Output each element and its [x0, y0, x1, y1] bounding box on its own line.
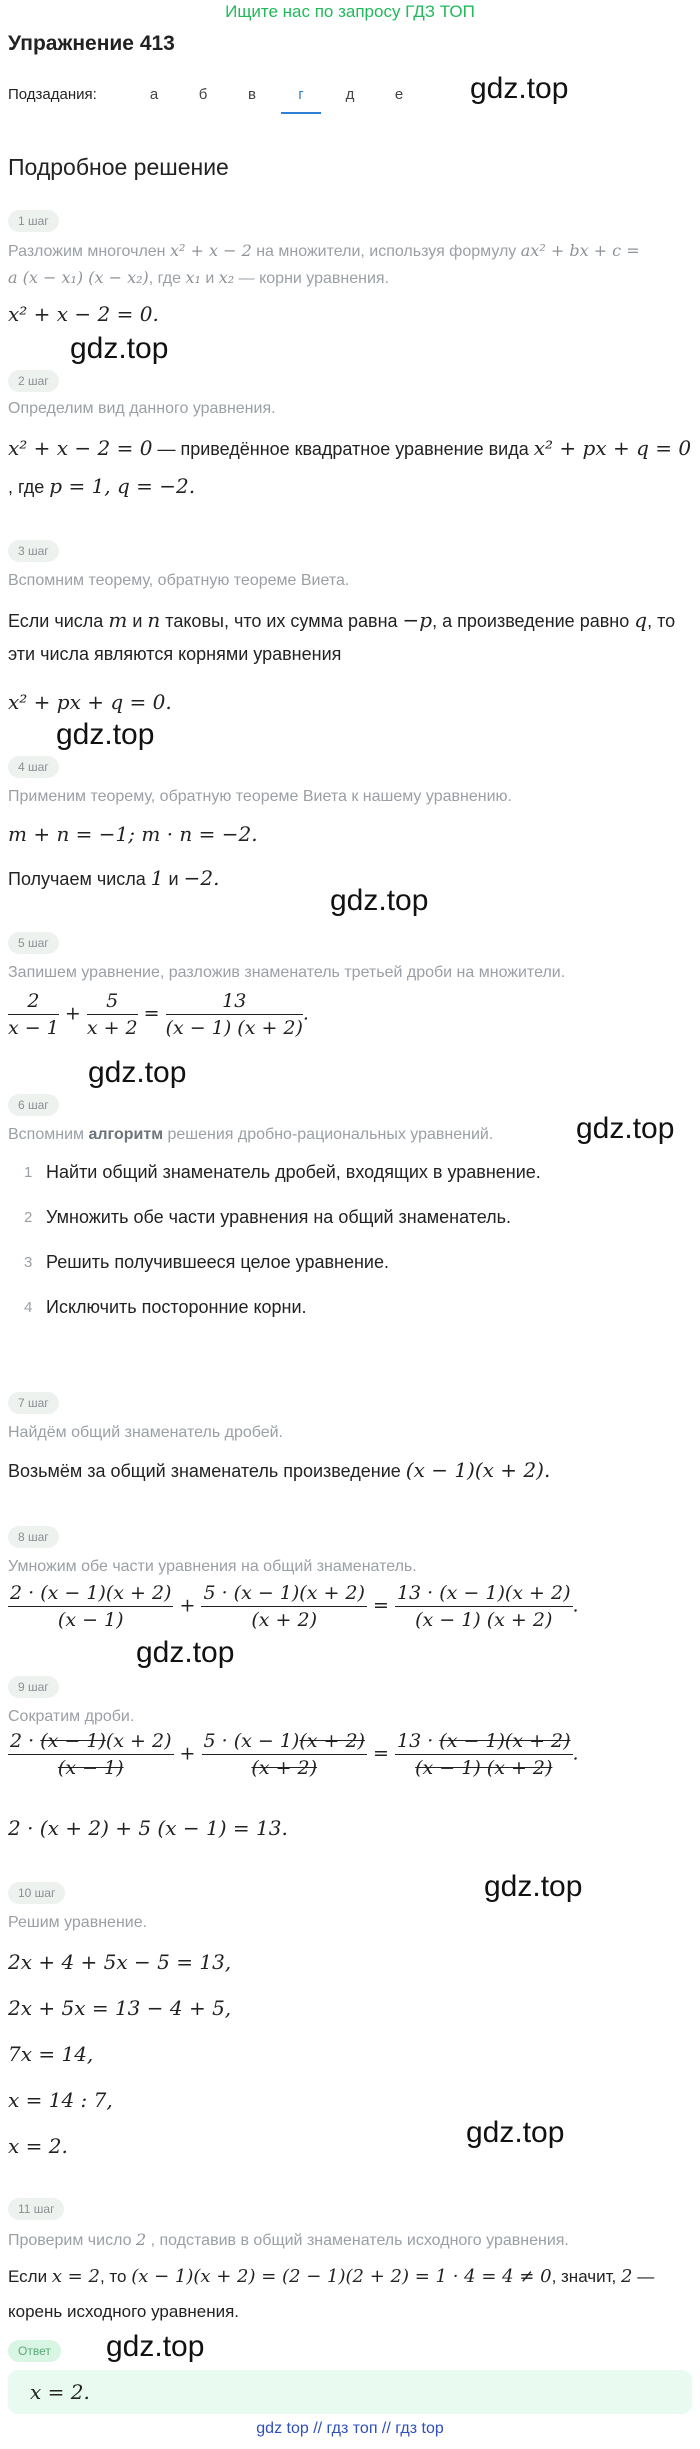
step-badge: 2 шаг	[8, 370, 59, 392]
step-badge: 8 шаг	[8, 1526, 59, 1548]
step-7-line: Возьмём за общий знаменатель произведение (x − 1)(x + 2).	[8, 1458, 551, 1482]
algorithm-item: Найти общий знаменатель дробей, входящих в уравнение.	[46, 1162, 541, 1182]
watermark: gdz.top	[56, 718, 155, 751]
solution-line: 7x = 14,	[8, 2042, 94, 2066]
step-8-text: Умножим обе части уравнения на общий знаменатель.	[8, 1558, 417, 1575]
step-9-equation: 2 · (x + 2) + 5 (x − 1) = 13.	[8, 1816, 288, 1840]
step-5-text: Запишем уравнение, разложив знаменатель третьей дроби на множители.	[8, 964, 566, 981]
step-11-line-2: корень исходного уравнения.	[8, 2302, 240, 2321]
answer-equation: x = 2.	[30, 2380, 90, 2404]
footer-links[interactable]: gdz top // гдз топ // гдз top	[256, 2420, 444, 2437]
subtab-g[interactable]: г	[298, 86, 304, 103]
list-number: 4	[24, 1299, 33, 1316]
solution-line: x = 14 : 7,	[8, 2088, 113, 2112]
step-badge: 7 шаг	[8, 1392, 59, 1414]
list-number: 3	[24, 1254, 33, 1271]
step-3-line-1: Если числа m и n таковы, что их сумма равна −p, а произведение равно q, то	[8, 608, 676, 632]
subtab-b[interactable]: б	[198, 86, 208, 103]
watermark: gdz.top	[136, 1636, 235, 1669]
list-number: 2	[24, 1209, 33, 1226]
step-badge: 1 шаг	[8, 210, 59, 232]
step-badge: 9 шаг	[8, 1676, 59, 1698]
step-1-text: Разложим многочлен x² + x − 2 на множители, используя формулу ax² + bx + c = a (x − x₁) (x − x₂), где x₁ и x₂ — корни уравнения.	[8, 241, 640, 287]
step-2-line-1: x² + x − 2 = 0 — приведённое квадратное уравнение вида x² + px + q = 0	[8, 436, 692, 460]
section-title: Подробное решение	[8, 154, 229, 180]
step-8-equation: $\frac{2 \cdot (x - 1)(x + 2)}{(x - 1)}$ + $\frac{5 \cdot (x - 1)(x + 2)}{(x + 2)}$ = $\frac{13 \cdot (x - 1)(x + 2)}{(x - 1) (x + 2)}$ .	[10, 1582, 579, 1631]
algorithm-item: Исключить посторонние корни.	[46, 1297, 307, 1317]
watermark: gdz.top	[470, 72, 569, 105]
answer-box	[8, 2370, 692, 2414]
step-2-text: Определим вид данного уравнения.	[8, 400, 276, 417]
active-subtab-indicator	[281, 112, 321, 114]
step-badge: 10 шаг	[8, 1882, 65, 1904]
watermark: gdz.top	[88, 1056, 187, 1089]
algorithm-item: Решить получившееся целое уравнение.	[46, 1252, 390, 1272]
step-5-equation: $\frac{2}{x - 1}$ + $\frac{5}{x + 2}$ = $\frac{13}{(x - 1) (x + 2)}$ .	[8, 990, 309, 1039]
step-badge: 4 шаг	[8, 756, 59, 778]
step-badge: 3 шаг	[8, 540, 59, 562]
step-4-text: Применим теорему, обратную теореме Виета к нашему уравнению.	[8, 788, 512, 805]
solution-line: 2x + 5x = 13 − 4 + 5,	[8, 1996, 232, 2020]
step-9-text: Сократим дроби.	[8, 1708, 135, 1725]
watermark: gdz.top	[70, 332, 169, 365]
step-10-text: Решим уравнение.	[8, 1914, 148, 1931]
step-badge: 5 шаг	[8, 932, 59, 954]
search-banner[interactable]: Ищите нас по запросу ГДЗ ТОП	[225, 2, 475, 21]
step-11-text: Проверим число 2 , подставив в общий знаменатель исходного уравнения.	[8, 2230, 569, 2249]
step-3-line-2: эти числа являются корнями уравнения	[8, 644, 342, 664]
subtab-v[interactable]: в	[248, 86, 256, 103]
step-4-equation: m + n = −1; m · n = −2.	[8, 822, 258, 846]
step-1-equation: x² + x − 2 = 0.	[8, 302, 159, 326]
step-badge: 6 шаг	[8, 1094, 59, 1116]
step-4-result: Получаем числа 1 и −2.	[8, 866, 220, 890]
watermark: gdz.top	[484, 1870, 583, 1903]
step-badge: 11 шаг	[8, 2198, 64, 2220]
subtasks-label: Подзадания:	[8, 86, 97, 103]
subtab-e[interactable]: е	[394, 86, 404, 103]
watermark: gdz.top	[466, 2116, 565, 2149]
watermark: gdz.top	[330, 884, 429, 917]
step-2-line-2: , где p = 1, q = −2.	[8, 474, 196, 498]
step-9-cancel-equation: $\frac{2 \cdot (x - 1)(x + 2)}{(x - 1)}$ + $\frac{5 \cdot (x - 1)(x + 2)}{(x + 2)}$ = $\frac{13 \cdot (x - 1)(x + 2)}{(x - 1) (x + 2)}$ .	[10, 1730, 579, 1779]
step-11-line-1: Если x = 2, то (x − 1)(x + 2) = (2 − 1)(2 + 2) = 1 · 4 = 4 ≠ 0, значит, 2 —	[8, 2266, 655, 2287]
subtab-d[interactable]: д	[345, 86, 355, 103]
watermark: gdz.top	[106, 2330, 205, 2363]
step-6-text: Вспомним алгоритм решения дробно-рациональных уравнений.	[8, 1126, 494, 1143]
solution-line: x = 2.	[8, 2134, 68, 2158]
step-3-equation: x² + px + q = 0.	[8, 690, 172, 714]
answer-badge: Ответ	[8, 2340, 61, 2362]
step-3-text: Вспомним теорему, обратную теореме Виета.	[8, 572, 350, 589]
list-number: 1	[24, 1164, 33, 1181]
algorithm-item: Умножить обе части уравнения на общий знаменатель.	[46, 1207, 512, 1227]
page-title: Упражнение 413	[8, 32, 175, 55]
watermark: gdz.top	[576, 1112, 675, 1145]
solution-line: 2x + 4 + 5x − 5 = 13,	[8, 1950, 232, 1974]
step-7-text: Найдём общий знаменатель дробей.	[8, 1424, 283, 1441]
subtab-a[interactable]: а	[149, 86, 159, 103]
